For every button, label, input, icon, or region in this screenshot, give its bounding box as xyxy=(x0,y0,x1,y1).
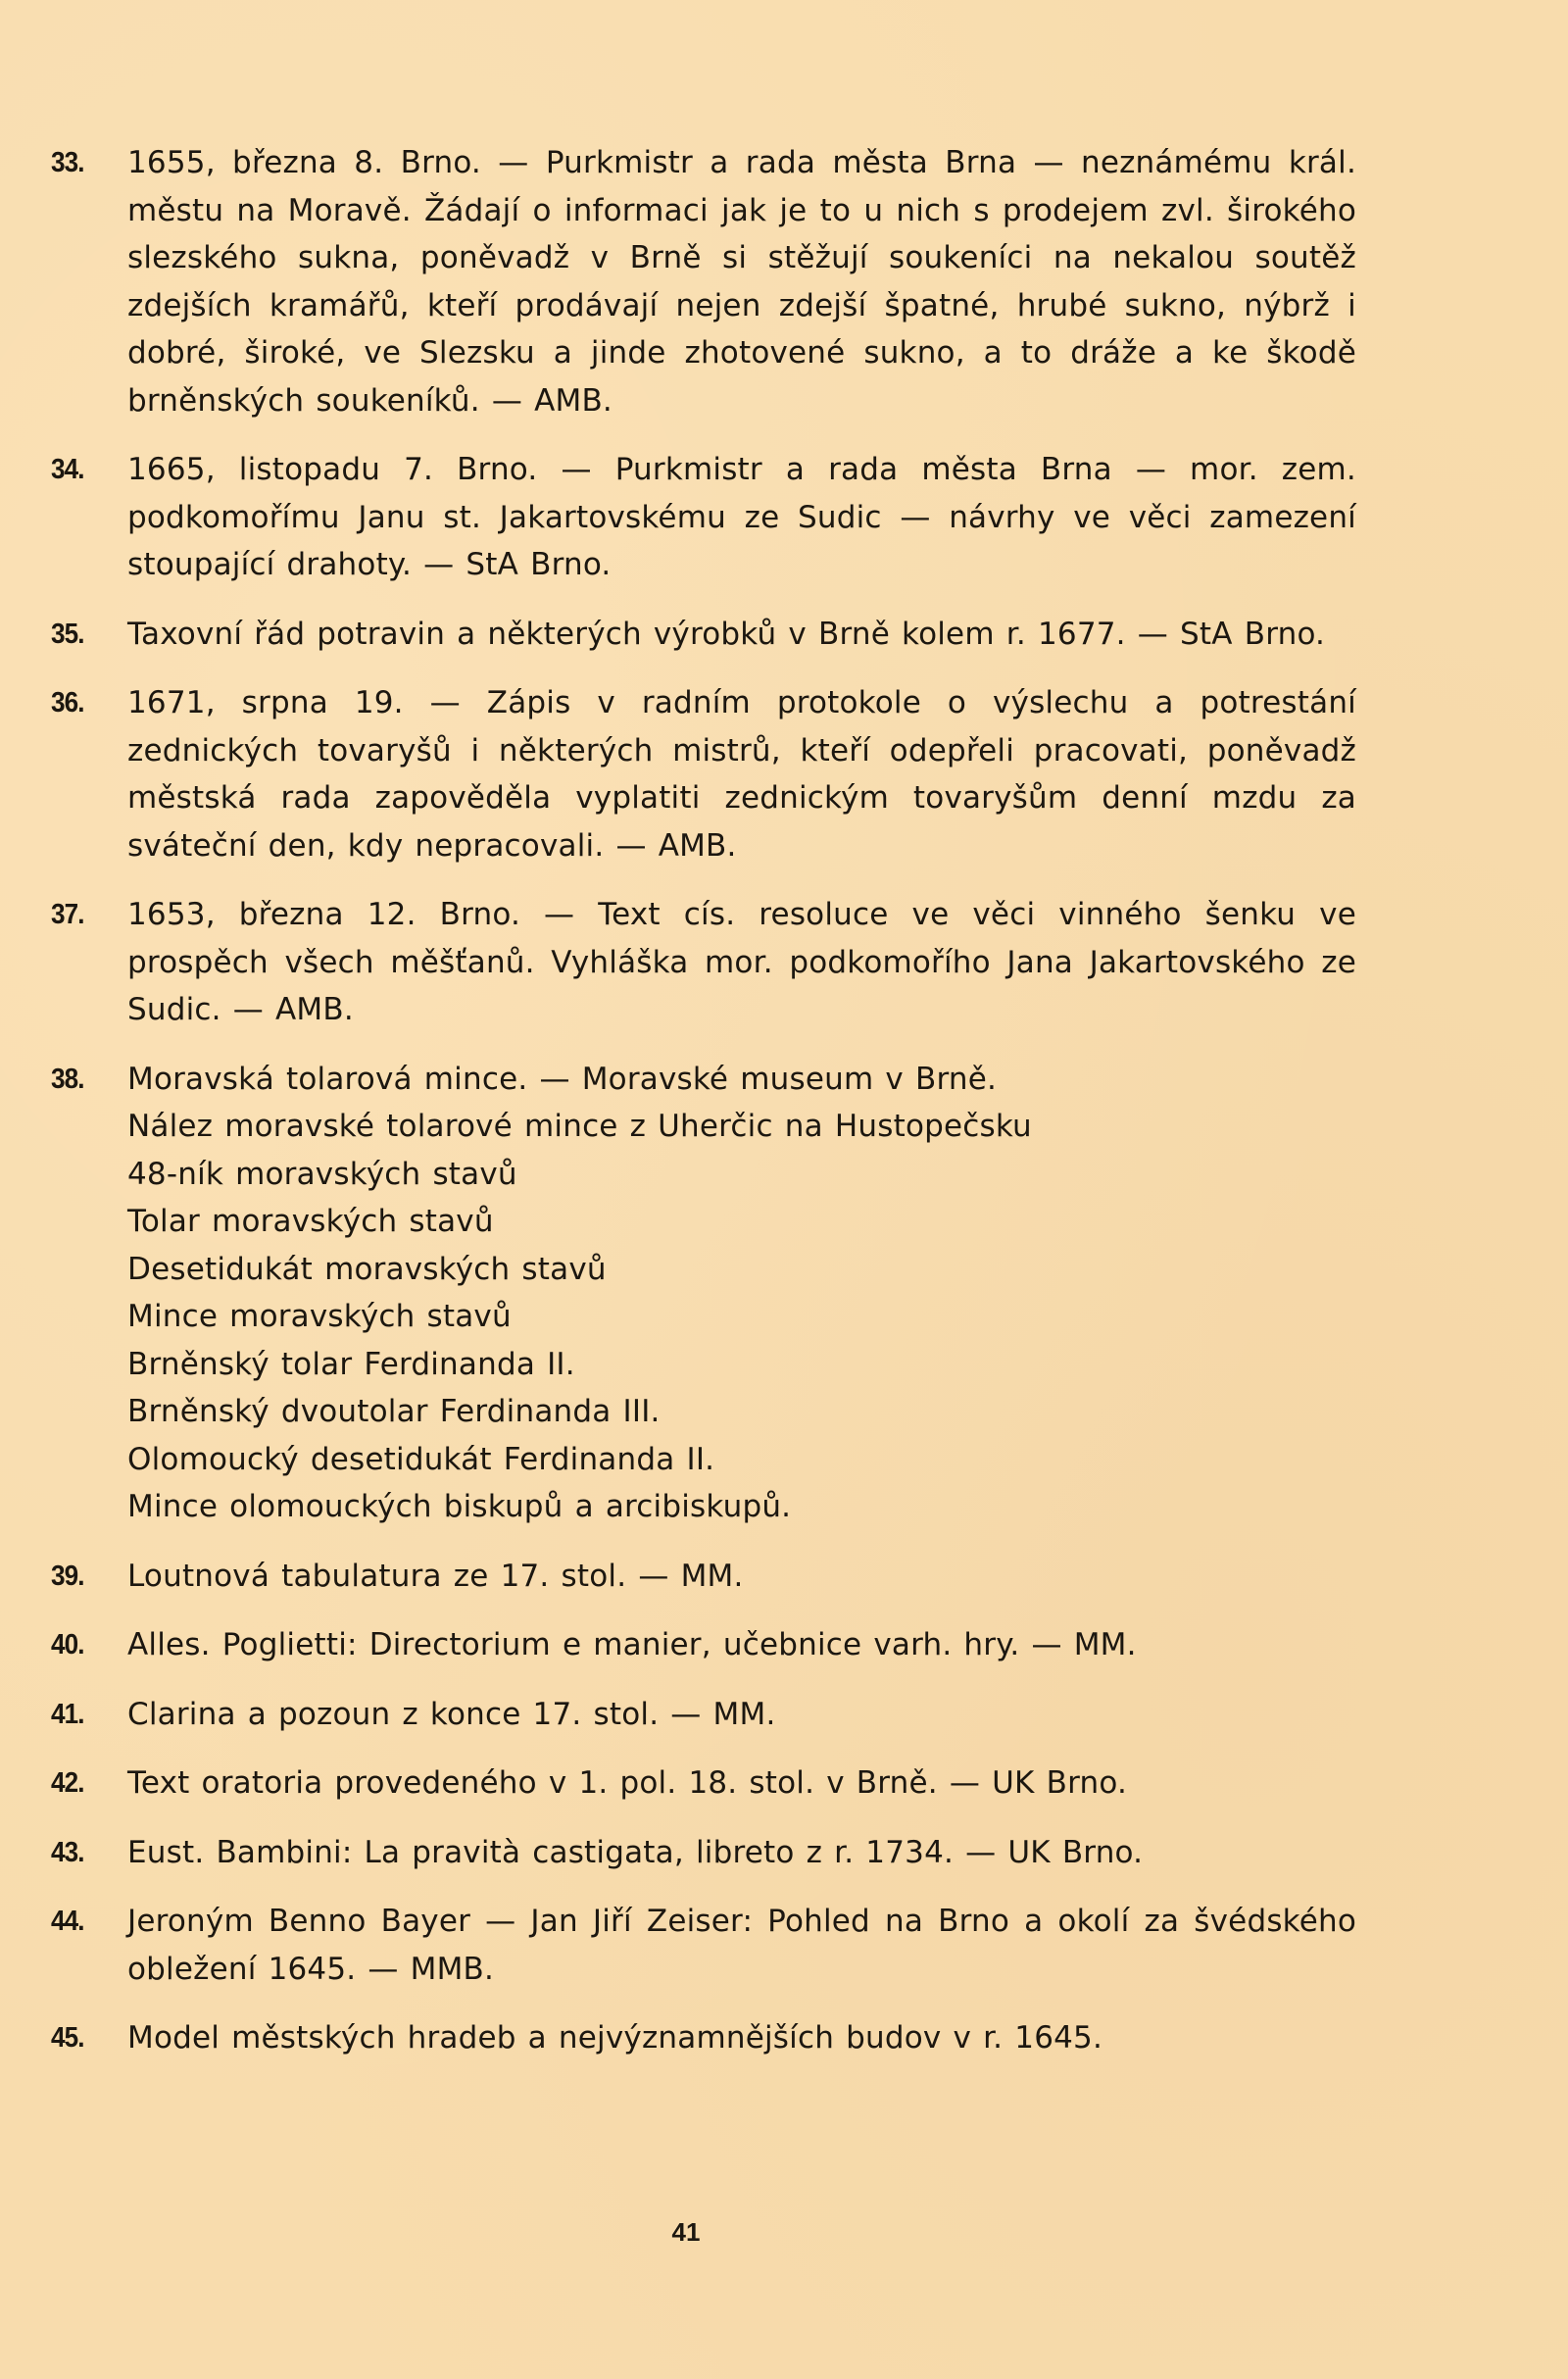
entry-text: Alles. Poglietti: Directorium e manier, učebnice varh. hry. — MM. xyxy=(127,1627,1137,1662)
entry-number: 39. xyxy=(51,1560,84,1592)
catalog-entry-38 xyxy=(51,1056,1356,1531)
coin-list-item: Mince olomouckých biskupů a arcibiskupů. xyxy=(127,1489,792,1524)
entry-text: 1655, března 8. Brno. — Purkmistr a rada města Brna — neznámému král. městu na Moravě. Žádají o informaci jak je to u nich s prodejem zvl. širokého slezského sukna, poněvadž v Brně si stěžují soukeníci na nekalou soutěž zdejších kramářů, kteří prodávají nejen zdejší špatné, hrubé sukno, nýbrž i dobré, široké, ve Slezsku a jinde zhotovené sukno, a to dráže a ke škodě brněnských soukeníků. — AMB. xyxy=(127,145,1356,419)
catalog-entry-37 xyxy=(51,891,1356,1034)
coin-list-item: Nález moravské tolarové mince z Uherčic na Hustopečsku xyxy=(127,1109,1032,1144)
catalog-page xyxy=(51,139,1356,2084)
entry-number: 44. xyxy=(51,1906,84,1937)
entry-text: Model městských hradeb a nejvýznamnějších budov v r. 1645. xyxy=(127,2020,1103,2056)
catalog-entry-36 xyxy=(51,679,1356,869)
entry-text: Taxovní řád potravin a některých výrobků v Brně kolem r. 1677. — StA Brno. xyxy=(127,616,1326,652)
entry-text: 1665, listopadu 7. Brno. — Purkmistr a rada města Brna — mor. zem. podkomořímu Janu st. Jakartovskému ze Sudic — návrhy ve věci zamezení stoupající drahoty. — StA Brno. xyxy=(127,452,1356,582)
coin-list-item: Mince moravských stavů xyxy=(127,1299,512,1334)
coin-list-item: Brněnský tolar Ferdinanda II. xyxy=(127,1346,575,1382)
catalog-entry-34 xyxy=(51,446,1356,589)
entry-text: 1653, března 12. Brno. — Text cís. resoluce ve věci vinného šenku ve prospěch všech měšťanů. Vyhláška mor. podkomořího Jana Jakartovského ze Sudic. — AMB. xyxy=(127,897,1356,1027)
catalog-entry-45 xyxy=(51,2014,1356,2062)
entry-text: Clarina a pozoun z konce 17. stol. — MM. xyxy=(127,1696,776,1732)
coin-list-item: Brněnský dvoutolar Ferdinanda III. xyxy=(127,1394,661,1429)
coin-list-item: Desetidukát moravských stavů xyxy=(127,1251,607,1287)
entry-text: 1671, srpna 19. — Zápis v radním protokole o výslechu a potrestání zednických tovaryšů i některých mistrů, kteří odepřeli pracovati, poněvadž městská rada zapověděla vyplatiti zednickým tovaryšům denní mzdu za sváteční den, kdy nepracovali. — AMB. xyxy=(127,685,1356,864)
coin-list-item: Olomoucký desetidukát Ferdinanda II. xyxy=(127,1441,715,1477)
coin-list-item: 48-ník moravských stavů xyxy=(127,1156,517,1192)
catalog-entry-35 xyxy=(51,611,1356,659)
entry-number: 37. xyxy=(51,899,84,930)
entry-number: 41. xyxy=(51,1698,84,1730)
page-number: 41 xyxy=(671,2217,701,2247)
entry-number: 33. xyxy=(51,147,84,178)
entry-number: 45. xyxy=(51,2022,84,2054)
entry-text: Loutnová tabulatura ze 17. stol. — MM. xyxy=(127,1558,744,1594)
entry-text: Text oratoria provedeného v 1. pol. 18. stol. v Brně. — UK Brno. xyxy=(127,1765,1128,1801)
catalog-entry-41 xyxy=(51,1691,1356,1739)
catalog-entry-43 xyxy=(51,1829,1356,1877)
entry-number: 35. xyxy=(51,618,84,650)
entry-text: Jeroným Benno Bayer — Jan Jiří Zeiser: Pohled na Brno a okolí za švédského obležení 1645. — MMB. xyxy=(127,1904,1356,1987)
entry-number: 36. xyxy=(51,687,84,719)
entry-number: 42. xyxy=(51,1767,84,1799)
entry-number: 38. xyxy=(51,1063,84,1095)
catalog-entry-40 xyxy=(51,1621,1356,1669)
catalog-entry-44 xyxy=(51,1898,1356,1993)
entry-heading: Moravská tolarová mince. — Moravské museum v Brně. xyxy=(127,1061,998,1097)
entry-text: Eust. Bambini: La pravità castigata, libreto z r. 1734. — UK Brno. xyxy=(127,1834,1144,1870)
catalog-entry-42 xyxy=(51,1759,1356,1808)
entry-number: 43. xyxy=(51,1836,84,1868)
entry-number: 34. xyxy=(51,454,84,485)
entry-number: 40. xyxy=(51,1629,84,1660)
catalog-entry-33 xyxy=(51,139,1356,424)
entry-text-with-list xyxy=(127,1056,1356,1531)
catalog-entry-39 xyxy=(51,1553,1356,1601)
coin-list-item: Tolar moravských stavů xyxy=(127,1204,494,1239)
